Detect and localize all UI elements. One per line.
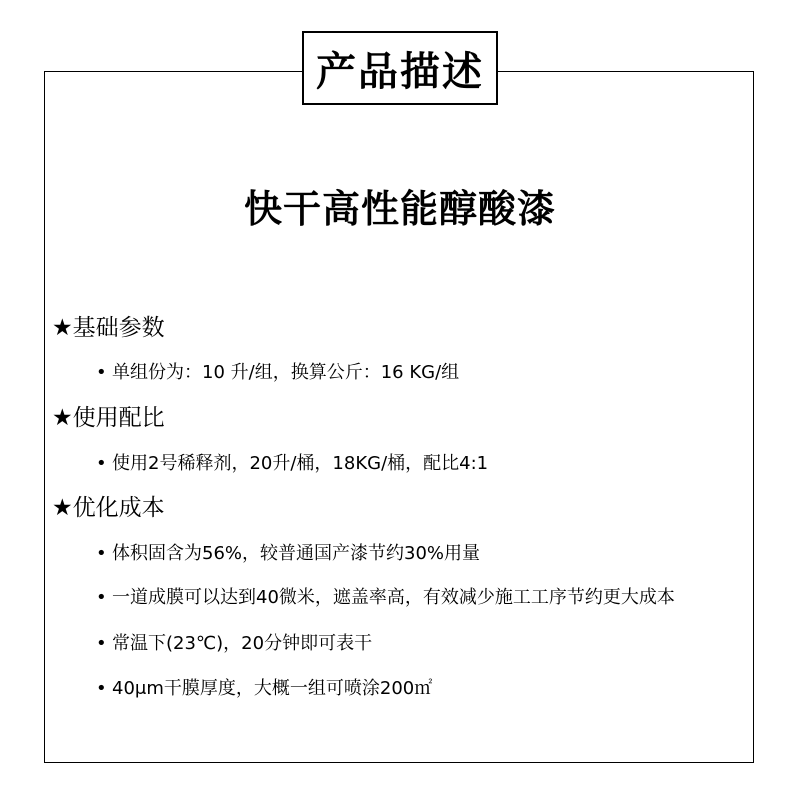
list-item [96,358,459,384]
list-item-text: 40μm干膜厚度，大概一组可喷涂200㎡ [112,678,433,699]
list-item [96,539,480,565]
bullet-icon: • [96,362,107,383]
list-item-text: 使用2号稀释剂，20升/桶，18KG/桶，配比4:1 [112,453,489,474]
list-item-text: 一道成膜可以达到40微米，遮盖率高，有效减少施工工序节约更大成本 [112,587,675,608]
bullet-icon: • [96,633,107,654]
list-item-text: 常温下(23℃)，20分钟即可表干 [112,633,373,654]
section-title-box [302,31,498,105]
list-item [96,583,675,609]
section-heading-cost-optimization: ★优化成本 [52,495,165,521]
bullet-icon: • [96,587,107,608]
list-item [96,629,372,655]
bullet-icon: • [96,453,107,474]
list-item-text: 单组份为：10 升/组，换算公斤：16 KG/组 [112,362,460,383]
section-heading-mix-ratio: ★使用配比 [52,405,165,431]
section-title: 产品描述 [316,48,484,95]
list-item [96,449,488,475]
list-item-text: 体积固含为56%，较普通国产漆节约30%用量 [112,543,481,564]
bullet-icon: • [96,678,107,699]
product-title: 快干高性能醇酸漆 [243,187,556,231]
list-item [96,674,432,700]
section-heading-basic-params: ★基础参数 [52,315,165,341]
bullet-icon: • [96,543,107,564]
